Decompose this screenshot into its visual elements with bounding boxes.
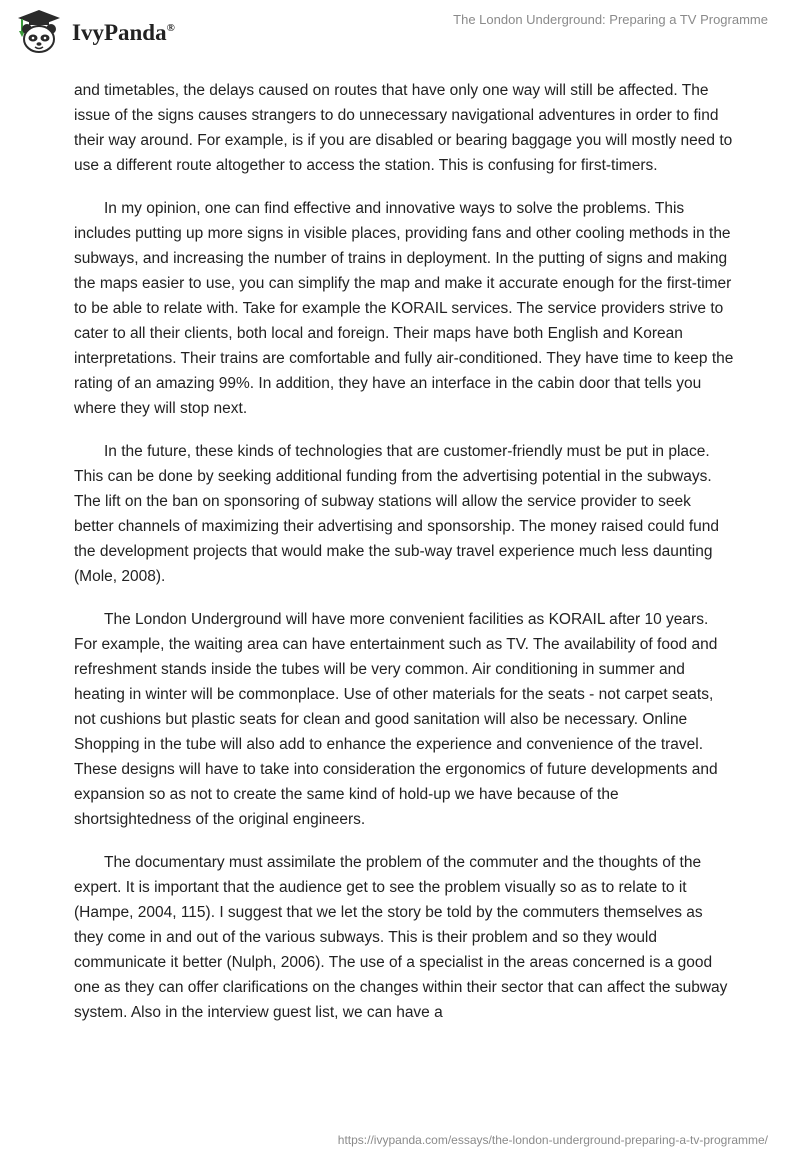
brand-name: IvyPanda	[72, 20, 167, 45]
registered-mark: ®	[166, 22, 175, 34]
paragraph: In my opinion, one can find effective and innovative ways to solve the problems. This includes putting up more signs in visible places, providing fans and other cooling methods in the subways, and increasing the number of trains in deployment. In the putting of signs and making the maps easier to use, you can simplify the map and make it accurate enough for the first-timer to be able to relate with. Take for example the KORAIL services. The service providers strive to cater to all their clients, both local and foreign. Their maps have both English and Korean interpretations. Their trains are comfortable and fully air-conditioned. They have time to keep the rating of an amazing 99%. In addition, they have an interface in the cabin door that tells you where they will stop next.	[74, 200, 734, 417]
document-title: The London Underground: Preparing a TV Programme	[453, 12, 768, 27]
paragraph: In the future, these kinds of technologies that are customer-friendly must be put in place. This can be done by seeking additional funding from the advertising potential in the subways. The lift on the ban on sponsoring of subway stations will allow the service provider to seek better channels of maximizing their advertising and sponsorship. The money raised could fund the development projects that would make the sub-way travel experience much less daunting (Mole, 2008).	[74, 443, 720, 585]
brand-logo[interactable]	[14, 6, 175, 58]
paragraph: The documentary must assimilate the problem of the commuter and the thoughts of the expert. It is important that the audience get to see the problem visually so as to relate to it (Hampe, 2004, 115). I suggest that we let the story be told by the commuters themselves as they come in and out of the various subways. This is their problem and so they would communicate it better (Nulph, 2006). The use of a specialist in the areas concerned is a good one as they can offer clarifications on the changes within their sector that can affect the subway system. Also in the interview guest list, we can have a	[74, 854, 728, 1021]
paragraph: and timetables, the delays caused on routes that have only one way will still be affected. The issue of the signs causes strangers to do unnecessary navigational adventures in order to find their way around. For example, is if you are disabled or bearing baggage you will mostly need to use a different route altogether to access the station. This is confusing for first-timers.	[74, 82, 733, 174]
source-url[interactable]: https://ivypanda.com/essays/the-london-underground-preparing-a-tv-programme/	[337, 1133, 768, 1147]
paragraph: The London Underground will have more convenient facilities as KORAIL after 10 years. For example, the waiting area can have entertainment such as TV. The availability of food and refreshment stands inside the tubes will be very common. Air conditioning in summer and heating in winter will be commonplace. Use of other materials for the seats - not carpet seats, not cushions but plastic seats for clean and good sanitation will also be necessary. Online Shopping in the tube will also add to enhance the experience and convenience of the travel. These designs will have to take into consideration the ergonomics of future developments and expansion so as not to create the same kind of hold-up we have because of the shortsightedness of the original engineers.	[74, 611, 718, 828]
essay-body	[74, 78, 734, 1043]
panda-graduate-icon	[14, 7, 64, 57]
page-header	[0, 0, 800, 70]
